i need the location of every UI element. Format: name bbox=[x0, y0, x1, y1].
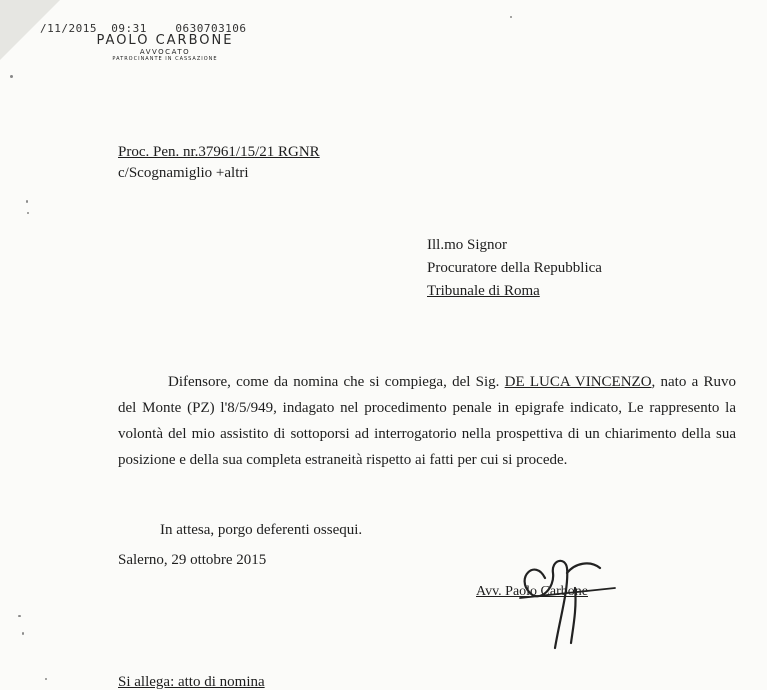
client-name: DE LUCA VINCENZO bbox=[504, 374, 652, 390]
case-reference bbox=[118, 142, 320, 184]
signature-label: Avv. Paolo Carbone bbox=[476, 584, 588, 599]
scan-speck bbox=[45, 678, 47, 680]
addressee-salutation: Ill.mo Signor bbox=[427, 237, 508, 253]
place-and-date: Salerno, 29 ottobre 2015 bbox=[118, 552, 267, 568]
addressee-office: Procuratore della Repubblica bbox=[427, 260, 602, 276]
body-text-intro: Difensore, come da nomina che si compiega, del Sig. bbox=[168, 374, 505, 390]
scan-speck bbox=[510, 16, 512, 18]
scan-speck bbox=[26, 200, 28, 203]
case-parties: c/Scognamiglio +altri bbox=[118, 165, 249, 181]
scan-speck bbox=[10, 75, 13, 78]
addressee-block bbox=[427, 234, 602, 303]
body-text-main: , nato a Ruvo del Monte (PZ) l'8/5/949, indagato nel procedimento penale in epigrafe indicato, Le rappresento la volontà del mio assistito di sottoporsi ad interrogatorio nella prospettiva di un chiarimento della sua posizione e della sua completa estraneità rispetto ai fatti per cui si procede. bbox=[118, 374, 736, 468]
scan-speck bbox=[27, 212, 29, 214]
letterhead-title: AVVOCATO bbox=[139, 48, 191, 56]
scan-speck bbox=[22, 632, 24, 635]
scan-speck bbox=[18, 615, 21, 617]
letter-body bbox=[118, 369, 736, 473]
case-number: Proc. Pen. nr.37961/15/21 RGNR bbox=[118, 144, 320, 160]
letterhead-subtitle: PATROCINANTE IN CASSAZIONE bbox=[112, 56, 218, 62]
addressee-court: Tribunale di Roma bbox=[427, 283, 540, 299]
enclosure-note: Si allega: atto di nomina bbox=[118, 674, 265, 690]
handwritten-signature bbox=[505, 548, 625, 658]
letterhead-name: PAOLO CARBONE bbox=[96, 33, 234, 48]
fax-transmission-header: /11/2015 09:31 0630703106 bbox=[40, 22, 247, 35]
body-paragraph bbox=[118, 369, 736, 473]
letterhead bbox=[70, 33, 260, 62]
closing-line: In attesa, porgo deferenti ossequi. bbox=[160, 522, 363, 538]
